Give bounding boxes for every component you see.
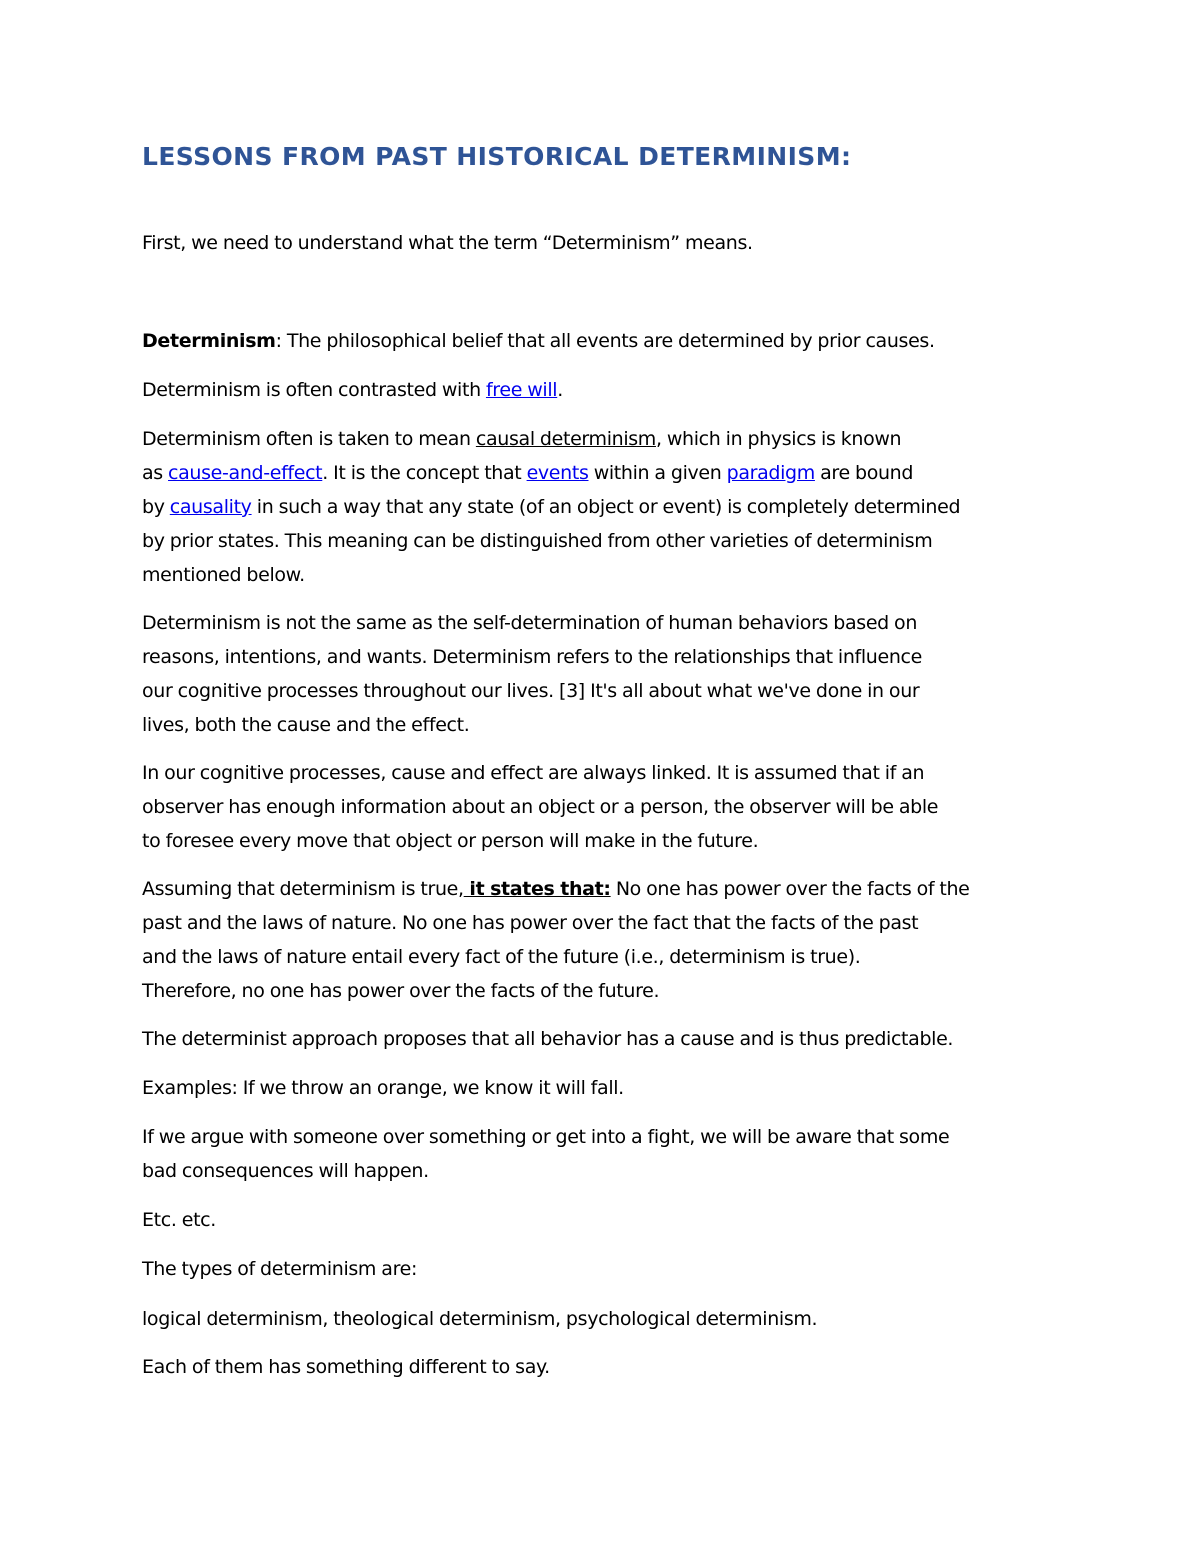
causal-line-4: by prior states. This meaning can be distinguished from other varieties of determinism [142, 530, 933, 552]
definition-paragraph [142, 324, 1072, 358]
definition-line [142, 324, 1072, 358]
cognitive-line-1: In our cognitive processes, cause and effect are always linked. It is assumed that if an [142, 762, 925, 784]
causal-text: within a given [588, 462, 727, 484]
intro-paragraph [142, 226, 1072, 260]
cognitive-line-2: observer has enough information about an object or a person, the observer will be able [142, 796, 939, 818]
causal-text: in such a way that any state (of an object or event) is completely determined [251, 496, 961, 518]
events-link[interactable]: events [526, 462, 589, 484]
causal-text: as [142, 462, 169, 484]
causal-text: are bound [814, 462, 914, 484]
free-will-link[interactable]: free will [485, 379, 558, 401]
assuming-line-1 [142, 872, 1072, 906]
causal-line-2 [142, 456, 1072, 490]
intro-text: First, we need to understand what the term “Determinism” means. [142, 232, 753, 254]
examples-text: Examples: If we throw an orange, we know it will fall. [142, 1077, 624, 1099]
assuming-line-3: and the laws of nature entail every fact of the future (i.e., determinism is true). [142, 946, 861, 968]
contrast-line [142, 373, 1072, 407]
examples-paragraph [142, 1071, 1072, 1105]
assuming-text: No one has power over the facts of the [610, 878, 970, 900]
types-intro-paragraph [142, 1252, 1072, 1286]
paradigm-link[interactable]: paradigm [726, 462, 815, 484]
causal-text: , which in physics is known [655, 428, 902, 450]
cognitive-paragraph [142, 756, 1072, 858]
causal-text: . It is the concept that [322, 462, 527, 484]
causal-line-1 [142, 422, 1072, 456]
definition-term: Determinism [142, 330, 276, 352]
types-list-text: logical determinism, theological determinism, psychological determinism. [142, 1308, 818, 1330]
etc-paragraph [142, 1203, 1072, 1237]
types-list-paragraph [142, 1302, 1072, 1336]
causal-paragraph [142, 422, 1072, 592]
causal-line-3 [142, 490, 1072, 524]
document-title: LESSONS FROM PAST HISTORICAL DETERMINISM: [142, 142, 852, 171]
argue-line-2: bad consequences will happen. [142, 1160, 429, 1182]
self-determination-line-4: lives, both the cause and the effect. [142, 714, 470, 736]
definition-separator: : [275, 330, 282, 352]
assuming-paragraph [142, 872, 1072, 1008]
causality-link[interactable]: causality [169, 496, 252, 518]
self-determination-line-3: our cognitive processes throughout our lives. [3] It's all about what we've done in our [142, 680, 920, 702]
assuming-text: Assuming that determinism is true, [142, 878, 464, 900]
contrast-paragraph [142, 373, 1072, 407]
self-determination-line-2: reasons, intentions, and wants. Determinism refers to the relationships that influence [142, 646, 922, 668]
closing-paragraph [142, 1350, 1072, 1384]
contrast-text-before: Determinism is often contrasted with [142, 379, 486, 401]
argue-paragraph [142, 1120, 1072, 1188]
assuming-line-4: Therefore, no one has power over the facts of the future. [142, 980, 660, 1002]
approach-text: The determinist approach proposes that all behavior has a cause and is thus predictable. [142, 1028, 954, 1050]
types-intro-text: The types of determinism are: [142, 1258, 418, 1280]
causal-text: by [142, 496, 170, 518]
closing-text: Each of them has something different to say. [142, 1356, 550, 1378]
self-determination-paragraph [142, 606, 1072, 742]
assuming-line-2: past and the laws of nature. No one has power over the fact that the facts of the past [142, 912, 919, 934]
causal-line-5: mentioned below. [142, 564, 305, 586]
etc-text: Etc. etc. [142, 1209, 216, 1231]
cause-and-effect-link[interactable]: cause-and-effect [168, 462, 323, 484]
contrast-text-after: . [557, 379, 563, 401]
approach-paragraph [142, 1022, 1072, 1056]
definition-text: The philosophical belief that all events are determined by prior causes. [281, 330, 935, 352]
self-determination-line-1: Determinism is not the same as the self-determination of human behaviors based on [142, 612, 918, 634]
causal-text: Determinism often is taken to mean [142, 428, 476, 450]
causal-determinism-underlined: causal determinism [475, 428, 656, 450]
argue-line-1: If we argue with someone over something or get into a fight, we will be aware that some [142, 1126, 950, 1148]
cognitive-line-3: to foresee every move that object or person will make in the future. [142, 830, 759, 852]
it-states-that-emphasis: it states that: [463, 878, 611, 900]
